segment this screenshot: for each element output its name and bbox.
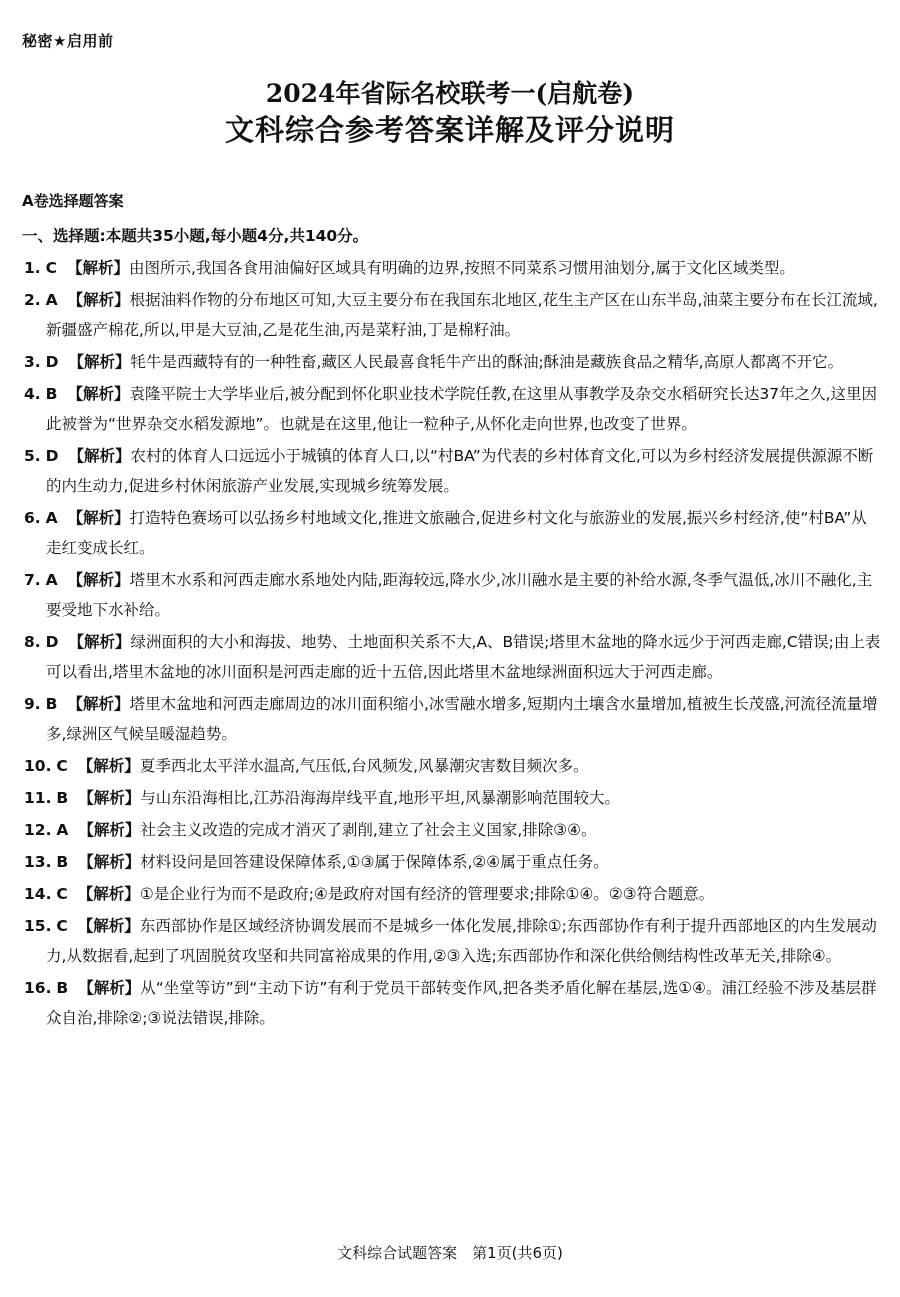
answer-letter: B [45, 385, 58, 403]
answer-letter: B [56, 789, 69, 807]
analysis-tag: 【解析】 [78, 821, 141, 839]
answer-item [24, 847, 882, 877]
answer-list [24, 253, 882, 1035]
analysis-tag: 【解析】 [67, 291, 130, 309]
analysis-tag: 【解析】 [67, 259, 130, 277]
analysis-text: 塔里木水系和河西走廊水系地处内陆,距海较远,降水少,冰川融水是主要的补给水源,冬季气温低,冰川不融化,主要受地下水补给。 [46, 571, 873, 619]
answer-item [24, 689, 882, 749]
question-number: 8. [24, 633, 41, 651]
analysis-text: 夏季西北太平洋水温高,气压低,台风频发,风暴潮灾害数目频次多。 [139, 757, 589, 775]
analysis-tag: 【解析】 [77, 885, 140, 903]
analysis-tag: 【解析】 [78, 789, 141, 807]
analysis-text: ①是企业行为而不是政府;④是政府对国有经济的管理要求;排除①④。②③符合题意。 [139, 885, 715, 903]
answer-item [24, 911, 882, 971]
answer-item [24, 253, 882, 283]
answer-letter: B [56, 853, 69, 871]
analysis-text: 材料设问是回答建设保障体系,①③属于保障体系,②④属于重点任务。 [140, 853, 609, 871]
analysis-text: 牦牛是西藏特有的一种牲畜,藏区人民最喜食牦牛产出的酥油;酥油是藏族食品之精华,高原人都离不开它。 [130, 353, 844, 371]
answer-item [24, 441, 882, 501]
answer-letter: D [45, 353, 59, 371]
question-number: 16. [24, 979, 52, 997]
question-number: 3. [24, 353, 41, 371]
answer-letter: A [45, 571, 58, 589]
answer-item [24, 565, 882, 625]
question-number: 10. [24, 757, 52, 775]
part-heading: 一、选择题:本题共35小题,每小题4分,共140分。 [22, 227, 369, 245]
answer-item [24, 815, 882, 845]
analysis-text: 东西部协作是区域经济协调发展而不是城乡一体化发展,排除①;东西部协作有利于提升西部地区的内生发展动力,从数据看,起到了巩固脱贫攻坚和共同富裕成果的作用,②③入选;东西部协作和深化供给侧结构性改革无关,排除④。 [46, 917, 877, 965]
question-number: 2. [24, 291, 41, 309]
question-number: 1. [24, 259, 41, 277]
answer-letter: A [45, 509, 58, 527]
analysis-tag: 【解析】 [68, 447, 131, 465]
answer-item [24, 879, 882, 909]
question-number: 4. [24, 385, 41, 403]
answer-item [24, 347, 882, 377]
confidential-mark: 秘密★启用前 [22, 32, 114, 50]
analysis-text: 绿洲面积的大小和海拔、地势、土地面积关系不大,A、B错误;塔里木盆地的降水远少于河西走廊,C错误;由上表可以看出,塔里木盆地的冰川面积是河西走廊的近十五倍,因此塔里木盆地绿洲面积远大于河西走廊。 [46, 633, 881, 681]
analysis-text: 与山东沿海相比,江苏沿海海岸线平直,地形平坦,风暴潮影响范围较大。 [140, 789, 621, 807]
answer-letter: D [45, 447, 59, 465]
analysis-text: 由图所示,我国各食用油偏好区域具有明确的边界,按照不同菜系习惯用油划分,属于文化区域类型。 [129, 259, 795, 277]
analysis-text: 农村的体育人口远远小于城镇的体育人口,以“村BA”为代表的乡村体育文化,可以为乡村经济发展提供源源不断的内生动力,促进乡村休闲旅游产业发展,实现城乡统筹发展。 [46, 447, 874, 495]
analysis-tag: 【解析】 [67, 385, 130, 403]
analysis-tag: 【解析】 [77, 757, 140, 775]
answer-item [24, 503, 882, 563]
analysis-tag: 【解析】 [67, 695, 130, 713]
question-number: 7. [24, 571, 41, 589]
document-title: 文科综合参考答案详解及评分说明 [224, 113, 675, 147]
analysis-text: 从“坐堂等访”到“主动下访”有利于党员干部转变作风,把各类矛盾化解在基层,选①④。浦江经验不涉及基层群众自治,排除②;③说法错误,排除。 [46, 979, 877, 1027]
answer-letter: C [45, 259, 58, 277]
analysis-text: 打造特色赛场可以弘扬乡村地域文化,推进文旅融合,促进乡村文化与旅游业的发展,振兴乡村经济,使“村BA”从走红变成长红。 [46, 509, 867, 557]
analysis-text: 塔里木盆地和河西走廊周边的冰川面积缩小,冰雪融水增多,短期内土壤含水量增加,植被生长茂盛,河流径流量增多,绿洲区气候呈暖湿趋势。 [46, 695, 878, 743]
question-number: 13. [24, 853, 52, 871]
answer-letter: A [45, 291, 58, 309]
question-number: 6. [24, 509, 41, 527]
answer-letter: C [56, 917, 68, 935]
answer-item [24, 783, 882, 813]
answer-letter: B [56, 979, 69, 997]
analysis-tag: 【解析】 [78, 853, 141, 871]
analysis-tag: 【解析】 [68, 353, 131, 371]
analysis-text: 社会主义改造的完成才消灭了剥削,建立了社会主义国家,排除③④。 [140, 821, 597, 839]
answer-letter: D [45, 633, 59, 651]
answer-letter: B [45, 695, 58, 713]
question-number: 12. [24, 821, 52, 839]
analysis-tag: 【解析】 [77, 917, 140, 935]
analysis-tag: 【解析】 [67, 509, 130, 527]
answer-item [24, 379, 882, 439]
section-heading: A卷选择题答案 [22, 192, 124, 210]
question-number: 14. [24, 885, 52, 903]
analysis-tag: 【解析】 [78, 979, 141, 997]
answer-item [24, 973, 882, 1033]
analysis-text: 根据油料作物的分布地区可知,大豆主要分布在我国东北地区,花生主产区在山东半岛,油菜主要分布在长江流域,新疆盛产棉花,所以,甲是大豆油,乙是花生油,丙是菜籽油,丁是棉籽油。 [46, 291, 878, 339]
question-number: 5. [24, 447, 41, 465]
analysis-tag: 【解析】 [67, 571, 130, 589]
exam-title: 2024年省际名校联考一(启航卷) [265, 79, 635, 108]
analysis-tag: 【解析】 [68, 633, 131, 651]
answer-item [24, 285, 882, 345]
answer-letter: C [56, 885, 68, 903]
page-footer: 文科综合试题答案 第1页(共6页) [337, 1244, 563, 1262]
answer-letter: C [56, 757, 68, 775]
analysis-text: 袁隆平院士大学毕业后,被分配到怀化职业技术学院任教,在这里从事教学及杂交水稻研究长达37年之久,这里因此被誉为“世界杂交水稻发源地”。也就是在这里,他让一粒种子,从怀化走向世界,也改变了世界。 [46, 385, 877, 433]
answer-item [24, 627, 882, 687]
question-number: 11. [24, 789, 52, 807]
question-number: 9. [24, 695, 41, 713]
answer-letter: A [56, 821, 69, 839]
answer-item [24, 751, 882, 781]
question-number: 15. [24, 917, 52, 935]
